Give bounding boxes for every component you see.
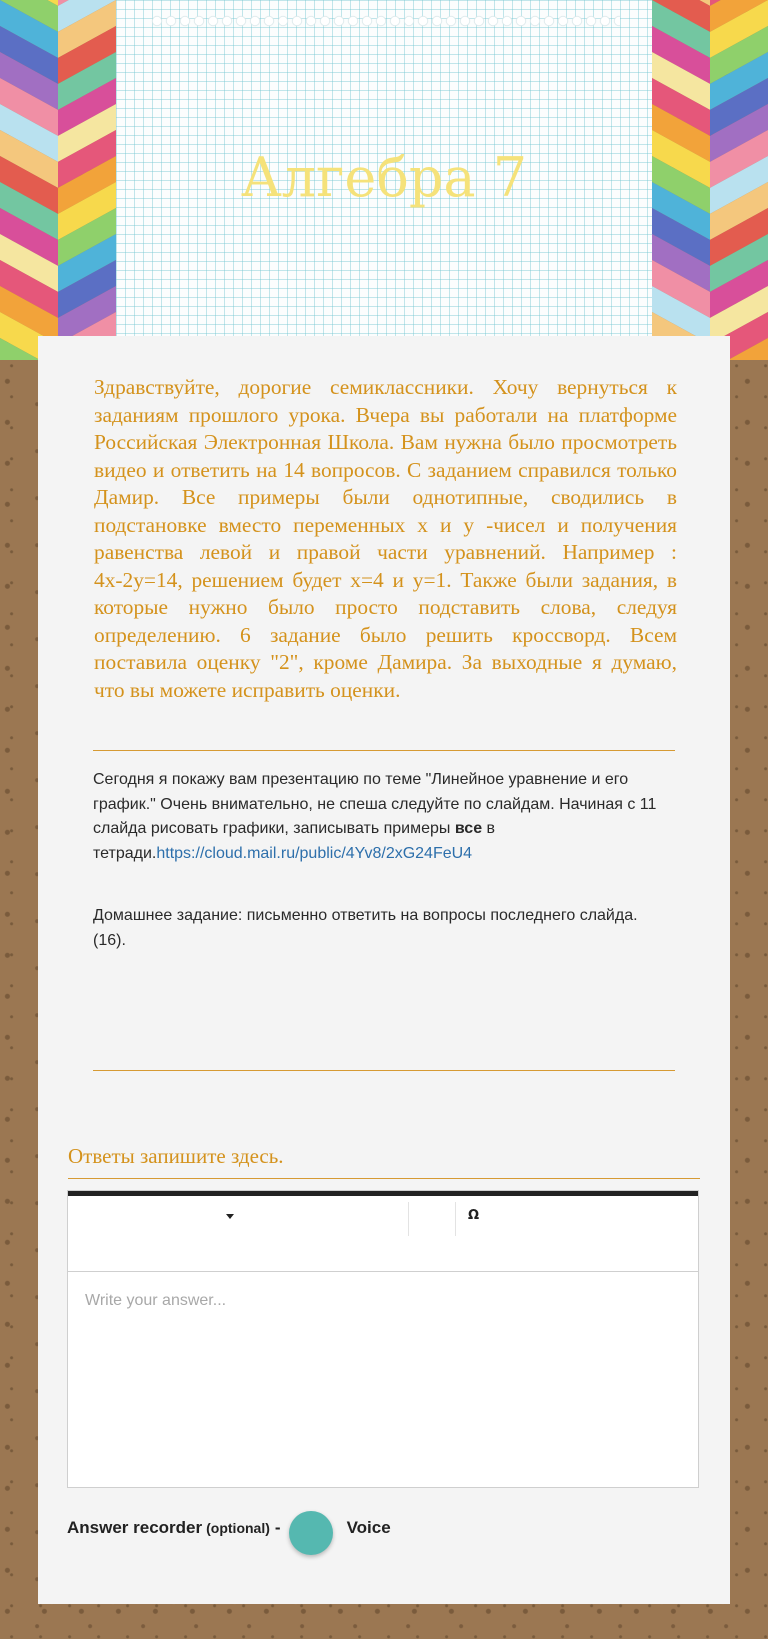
- lesson-text-part1: Сегодня я покажу вам презентацию по теме "Линейное уравнение и его график." Очень внимательно, не спеша следуйте по слайдам. Начиная с 11 слайда рисовать графики, записывать примеры: [93, 771, 657, 837]
- chevron-pattern-right: [652, 0, 768, 360]
- answers-divider: [68, 1178, 700, 1179]
- recorder-optional: (optional): [206, 1520, 270, 1536]
- intro-text: Здравствуйте, дорогие семиклассники. Хочу вернуться к заданиям прошлого урока. Вчера вы работали на платформе Российская Электронная Школа. Вам нужна было просмотреть видео и ответить на 14 вопросов. С заданием справился только Дамир. Все примеры были однотипные, сводились в подстановке вместо переменных х и у -чисел и получения равенства левой и правой части уравнений. Например : 4х-2у=14, решением будет х=4 и у=1. Также были задания, в которые нужно было просто подставить слова, следуя определению. 6 задание было решить кроссворд. Всем поставила оценку "2", кроме Дамира. За выходные я думаю, что вы можете исправить оценки.: [94, 375, 677, 702]
- answers-heading: Ответы запишите здесь.: [68, 1144, 284, 1168]
- chevron-pattern-left: [0, 0, 116, 360]
- special-character-icon[interactable]: Ω: [468, 1208, 480, 1223]
- voice-button-label[interactable]: Voice: [346, 1518, 391, 1537]
- toolbar-separator: [455, 1202, 456, 1236]
- answer-input[interactable]: [68, 1272, 698, 1487]
- recorder-dash: -: [274, 1518, 281, 1537]
- editor-toolbar: [68, 1196, 698, 1272]
- dropdown-caret-icon[interactable]: [226, 1214, 234, 1219]
- notebook-holes: [150, 14, 620, 28]
- microphone-record-icon[interactable]: [289, 1511, 333, 1555]
- header-banner: [0, 0, 768, 360]
- answer-editor: [67, 1190, 699, 1488]
- lesson-bold-word: все: [454, 820, 483, 837]
- toolbar-separator: [408, 1202, 409, 1236]
- answer-recorder: [67, 1508, 391, 1548]
- assignment-card: [38, 336, 730, 1604]
- homework-text: Домашнее задание: письменно ответить на вопросы последнего слайда. (16).: [93, 907, 638, 949]
- page-title: Алгебра 7: [240, 146, 528, 209]
- presentation-link[interactable]: https://cloud.mail.ru/public/4Yv8/2xG24FeU4: [156, 844, 473, 862]
- divider-top: [93, 750, 675, 751]
- divider-bottom: [93, 1070, 675, 1071]
- lesson-text: [93, 768, 673, 866]
- lesson-text-part2: в тетради.: [93, 820, 496, 862]
- recorder-label: Answer recorder: [67, 1518, 203, 1537]
